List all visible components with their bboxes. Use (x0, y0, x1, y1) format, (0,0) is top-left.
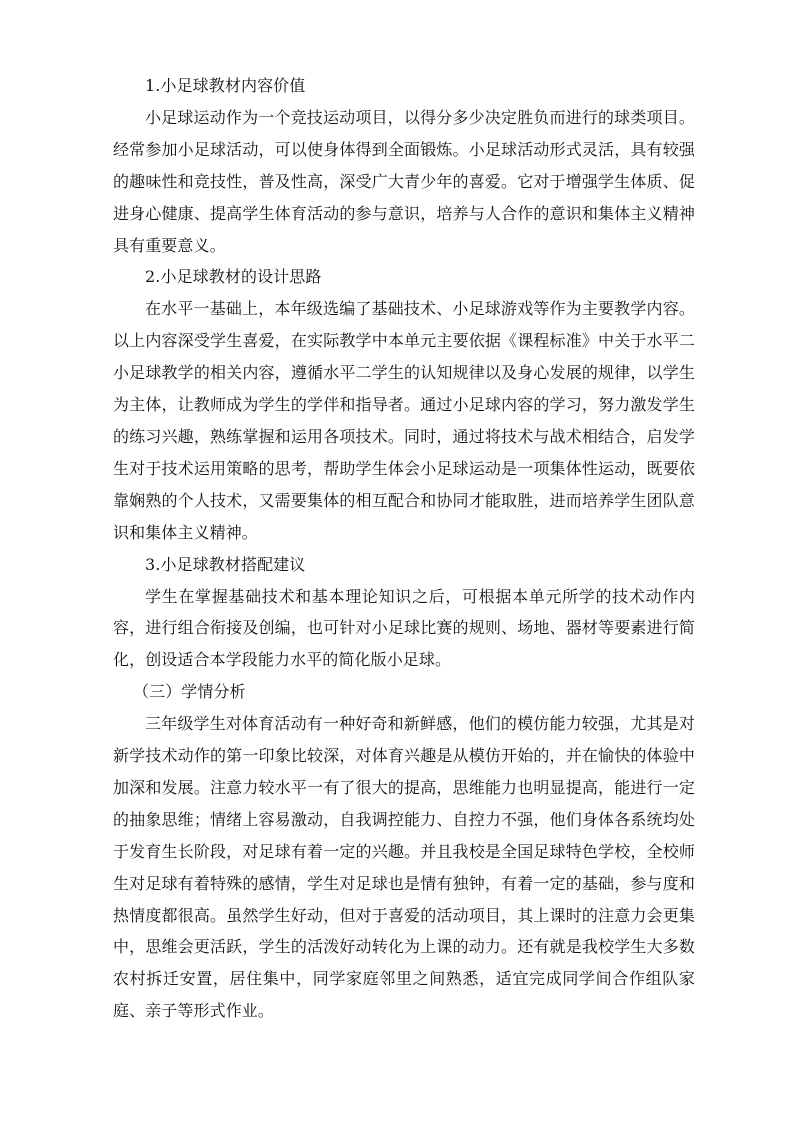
section-heading-design-idea: 2.小足球教材的设计思路 (145, 267, 322, 287)
section-heading-content-value: 1.小足球教材内容价值 (145, 76, 306, 95)
paragraph-design-idea: 在水平一基础上，本年级选编了基础技术、小足球游戏等作为主要教学内容。以上内容深受学生喜爱，在实际教学中本单元主要依据《课程标准》中关于水平二小足球教学的相关内容，遵循水平二学生的认知规律以及身心发展的规律，以学生为主体，让教师成为学生的学伴和指导者。通过小足球内容的学习，努力激发学生的练习兴趣，熟练掌握和运用各项技术。同时，通过将技术与战术相结合，启发学生对于技术运用策略的思考，帮助学生体会小足球运动是一项集体性运动，既要依靠娴熟的个人技术，又需要集体的相互配合和协同才能取胜，进而培养学生团队意识和集体主义精神。 (113, 299, 695, 542)
paragraph-content-value: 小足球运动作为一个竞技运动项目，以得分多少决定胜负而进行的球类项目。经常参加小足球活动，可以使身体得到全面锻炼。小足球活动形式灵活，具有较强的趣味性和竞技性，普及性高，深受广大青少年的喜爱。它对于增强学生体质、促进身心健康、提高学生体育活动的参与意识，培养与人合作的意识和集体主义精神具有重要意义。 (113, 107, 695, 255)
paragraph-learner-analysis: 三年级学生对体育活动有一种好奇和新鲜感，他们的模仿能力较强，尤其是对新学技术动作的第一印象比较深，对体育兴趣是从模仿开始的，并在愉快的体验中加深和发展。注意力较水平一有了很大的提高，思维能力也明显提高，能进行一定的抽象思维；情绪上容易激动，自我调控能力、自控力不强，他们身体各系统均处于发育生长阶段，对足球有着一定的兴趣。并且我校是全国足球特色学校，全校师生对足球有着特殊的感情，学生对足球也是情有独钟，有着一定的基础，参与度和热情度都很高。虽然学生好动，但对于喜爱的活动项目，其上课时的注意力会更集中，思维会更活跃，学生的活泼好动转化为上课的动力。还有就是我校学生大多数农村拆迁安置，居住集中，同学家庭邻里之间熟悉，适宜完成同学间合作组队家庭、亲子等形式作业。 (113, 714, 695, 1021)
section-heading-learner-analysis: （三）学情分析 (133, 682, 246, 702)
document-page (113, 70, 695, 1027)
paragraph-pairing-suggestion: 学生在掌握基础技术和基本理论知识之后，可根据本单元所学的技术动作内容，进行组合衔接及创编，也可针对小足球比赛的规则、场地、器材等要素进行简化，创设适合本学段能力水平的简化版小足球。 (113, 586, 695, 670)
section-heading-pairing-suggestion: 3.小足球教材搭配建议 (145, 554, 306, 574)
